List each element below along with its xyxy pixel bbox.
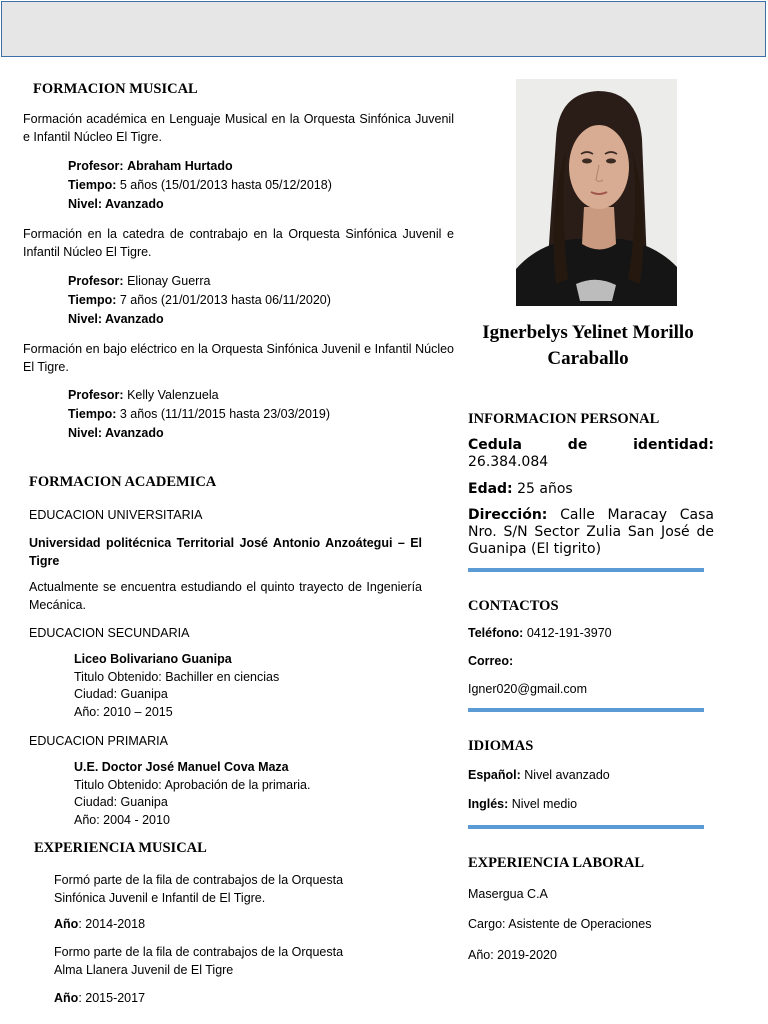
edu-universitaria-label: EDUCACION UNIVERSITARIA <box>29 508 203 522</box>
portrait-illustration <box>516 79 677 306</box>
profesor-name: Kelly Valenzuela <box>127 388 219 402</box>
nivel: Nivel: Avanzado <box>68 426 164 440</box>
edu-secundaria-label: EDUCACION SECUNDARIA <box>29 626 190 640</box>
secundaria-titulo: Titulo Obtenido: Bachiller en ciencias <box>74 669 280 684</box>
university-name: Universidad politécnica Territorial José Antonio Anzoátegui – El Tigre <box>29 536 422 568</box>
nivel: Nivel: Avanzado <box>68 312 164 326</box>
correo-value: Igner020@gmail.com <box>468 682 587 696</box>
cedula-block <box>468 437 714 471</box>
direccion-value: Calle Maracay Casa Nro. S/N Sector Zulia San José de Guanipa (El tigrito) <box>468 507 714 557</box>
section-title-informacion-personal: INFORMACION PERSONAL <box>468 411 660 427</box>
ingles-level: Nivel medio <box>511 797 578 811</box>
primaria-details <box>74 759 310 829</box>
telefono-value: 0412-191-3970 <box>526 626 612 640</box>
cedula-label: Cedula de identidad: <box>468 437 714 453</box>
section-title-experiencia-musical: EXPERIENCIA MUSICAL <box>34 840 207 856</box>
exp-musical-2-desc: Formo parte de la fila de contrabajos de la Orquesta Alma Llanera Juvenil de El Tigre <box>54 945 344 977</box>
espanol-level: Nivel avanzado <box>524 768 610 782</box>
profile-photo <box>516 79 677 306</box>
section-title-idiomas: IDIOMAS <box>468 738 534 754</box>
cedula-value: 26.384.084 <box>468 454 549 470</box>
tiempo-value: 3 años (11/11/2015 hasta 23/03/2019) <box>119 407 330 421</box>
primaria-school: U.E. Doctor José Manuel Cova Maza <box>74 760 289 774</box>
anio-value: : 2014-2018 <box>78 917 146 931</box>
telefono-label: Teléfono: <box>468 626 524 640</box>
divider-rule <box>468 568 704 572</box>
edad-label: Edad: <box>468 481 513 497</box>
divider-rule <box>468 708 704 712</box>
espanol-label: Español: <box>468 768 521 782</box>
edad-block <box>468 481 573 497</box>
primaria-ciudad: Ciudad: Guanipa <box>74 795 168 809</box>
musical-item-3-details <box>68 386 330 443</box>
exp-musical-1-year <box>54 915 145 933</box>
profesor-label: Profesor: <box>68 274 124 288</box>
divider-rule <box>468 825 704 829</box>
ingles-label: Inglés: <box>468 797 509 811</box>
anio-label: Año <box>54 917 79 931</box>
tiempo-label: Tiempo: <box>68 407 117 421</box>
section-title-formacion-musical: FORMACION MUSICAL <box>33 81 198 97</box>
correo-line <box>468 654 513 668</box>
direccion-label: Dirección: <box>468 507 548 523</box>
section-title-contactos: CONTACTOS <box>468 598 559 614</box>
nivel: Nivel: Avanzado <box>68 197 164 211</box>
musical-item-1-details <box>68 157 332 214</box>
empresa: Masergua C.A <box>468 887 548 901</box>
tiempo-label: Tiempo: <box>68 293 117 307</box>
tiempo-label: Tiempo: <box>68 178 117 192</box>
primaria-anio: Año: 2004 - 2010 <box>74 812 170 827</box>
primaria-titulo: Titulo Obtenido: Aprobación de la primaria. <box>74 777 311 792</box>
anio-label: Año <box>54 991 79 1005</box>
person-name: Ignerbelys Yelinet Morillo Caraballo <box>482 322 694 369</box>
profesor-name: Elionay Guerra <box>127 274 211 288</box>
section-title-formacion-academica: FORMACION ACADEMICA <box>29 474 217 490</box>
edad-value: 25 años <box>517 481 573 497</box>
musical-item-3-desc: Formación en bajo eléctrico en la Orquesta Sinfónica Juvenil e Infantil Núcleo El Tigre. <box>23 342 454 374</box>
profesor-label: Profesor: <box>68 388 124 402</box>
cargo: Cargo: Asistente de Operaciones <box>468 917 652 931</box>
idioma-ingles <box>468 797 577 811</box>
correo-label: Correo: <box>468 654 514 668</box>
secundaria-school: Liceo Bolivariano Guanipa <box>74 652 232 666</box>
tiempo-value: 7 años (21/01/2013 hasta 06/11/2020) <box>119 293 331 307</box>
telefono-line <box>468 626 612 640</box>
direccion-block <box>468 507 714 558</box>
laboral-anio: Año: 2019-2020 <box>468 948 557 962</box>
section-title-experiencia-laboral: EXPERIENCIA LABORAL <box>468 855 645 871</box>
profesor-name: Abraham Hurtado <box>127 159 233 173</box>
secundaria-anio: Año: 2010 – 2015 <box>74 704 173 719</box>
edu-primaria-label: EDUCACION PRIMARIA <box>29 734 168 748</box>
secundaria-ciudad: Ciudad: Guanipa <box>74 687 168 701</box>
university-desc: Actualmente se encuentra estudiando el quinto trayecto de Ingeniería Mecánica. <box>29 580 422 612</box>
musical-item-2-desc: Formación en la catedra de contrabajo en la Orquesta Sinfónica Juvenil e Infantil Núcleo El Tigre. <box>23 227 454 259</box>
anio-value: : 2015-2017 <box>78 991 146 1005</box>
exp-musical-2-year <box>54 989 145 1007</box>
header-bar <box>1 1 766 57</box>
exp-musical-1-desc: Formó parte de la fila de contrabajos de la Orquesta Sinfónica Juvenil e Infantil de El Tigre. <box>54 873 344 905</box>
musical-item-2-details <box>68 272 331 329</box>
idioma-espanol <box>468 768 610 782</box>
secundaria-details <box>74 651 279 721</box>
musical-item-1-desc: Formación académica en Lenguaje Musical en la Orquesta Sinfónica Juvenil e Infantil Núcleo El Tigre. <box>23 112 454 144</box>
profesor-label: Profesor: <box>68 159 124 173</box>
tiempo-value: 5 años (15/01/2013 hasta 05/12/2018) <box>119 178 332 192</box>
